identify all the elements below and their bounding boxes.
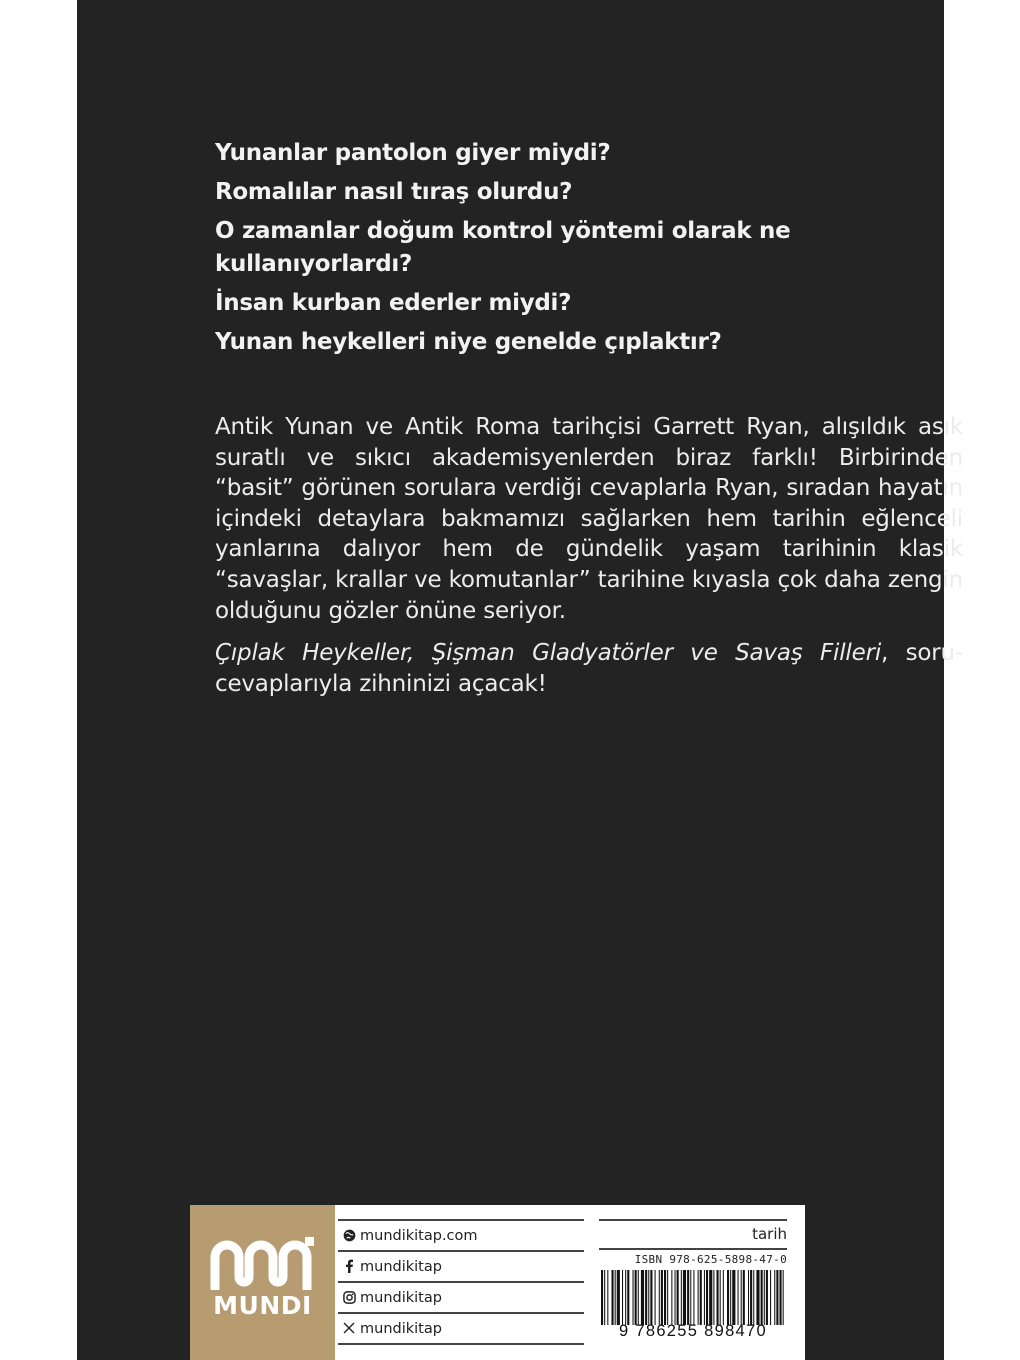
barcode-bar xyxy=(661,1270,663,1325)
social-link-text: mundikitap xyxy=(360,1289,442,1306)
barcode-bar xyxy=(690,1270,691,1325)
social-link-facebook[interactable] xyxy=(338,1250,584,1281)
barcode-bar xyxy=(717,1270,719,1325)
isbn-text: ISBN 978-625-5898-47-0 xyxy=(599,1248,787,1270)
barcode-bar xyxy=(783,1270,784,1325)
barcode-bar xyxy=(709,1270,712,1325)
blurb-paragraph-2-text: , soru-cevaplarıyla zihninizi açacak! xyxy=(215,640,963,697)
barcode-bar xyxy=(766,1270,768,1325)
barcode-bar xyxy=(638,1270,639,1325)
barcode-bar xyxy=(780,1270,782,1325)
globe-icon xyxy=(342,1228,356,1242)
question: O zamanlar doğum kontrol yöntemi olarak ne kullanıyorlardı? xyxy=(215,218,791,277)
barcode-bar xyxy=(693,1270,694,1325)
instagram-icon xyxy=(342,1290,356,1304)
barcode-bar xyxy=(713,1270,714,1325)
barcode-bar xyxy=(645,1270,647,1325)
social-link-x[interactable] xyxy=(338,1312,584,1345)
barcode-bar xyxy=(655,1270,656,1325)
question: İnsan kurban ederler miydi? xyxy=(215,290,572,316)
barcode-bar xyxy=(753,1270,754,1325)
barcode-bar xyxy=(776,1270,778,1325)
social-links xyxy=(338,1219,584,1345)
barcode-bar xyxy=(723,1270,724,1325)
barcode xyxy=(599,1270,787,1325)
barcode-bar xyxy=(622,1270,623,1325)
back-cover xyxy=(77,0,963,1360)
social-link-text: mundikitap xyxy=(360,1258,442,1275)
barcode-bar xyxy=(604,1270,605,1325)
question: Yunan heykelleri niye genelde çıplaktır? xyxy=(215,329,722,355)
barcode-bar xyxy=(770,1270,771,1325)
barcode-bar xyxy=(700,1270,702,1325)
barcode-bar xyxy=(650,1270,652,1325)
blurb-paragraph-2 xyxy=(215,638,963,699)
barcode-bar xyxy=(635,1270,637,1325)
barcode-bar xyxy=(615,1270,616,1325)
barcode-bar xyxy=(741,1270,742,1325)
barcode-bar xyxy=(732,1270,735,1325)
barcode-bar xyxy=(761,1270,763,1325)
barcode-bar xyxy=(627,1270,629,1325)
barcode-bar xyxy=(607,1270,608,1325)
barcode-bar xyxy=(727,1270,729,1325)
barcode-bar xyxy=(756,1270,759,1325)
barcode-bar xyxy=(667,1270,668,1325)
barcode-bar xyxy=(698,1270,699,1325)
barcode-bar xyxy=(687,1270,689,1325)
barcode-bar xyxy=(681,1270,682,1325)
blurb xyxy=(215,412,963,711)
social-link-instagram[interactable] xyxy=(338,1281,584,1312)
barcode-bar xyxy=(641,1270,644,1325)
x-icon xyxy=(342,1321,356,1335)
barcode-bar xyxy=(730,1270,731,1325)
social-link-text: mundikitap xyxy=(360,1320,442,1337)
barcode-bar xyxy=(664,1270,666,1325)
question: Romalılar nasıl tıraş olurdu? xyxy=(215,179,573,205)
barcode-bar xyxy=(671,1270,672,1325)
barcode-bar xyxy=(720,1270,721,1325)
social-link-text: mundikitap.com xyxy=(360,1227,478,1244)
barcode-bar xyxy=(617,1270,620,1325)
back-cover-footer xyxy=(190,1205,805,1360)
barcode-bar xyxy=(738,1270,739,1325)
barcode-bar xyxy=(704,1270,705,1325)
barcode-bar xyxy=(774,1270,775,1325)
mundi-logo-icon xyxy=(210,1235,315,1295)
barcode-bar xyxy=(743,1270,745,1325)
barcode-bar xyxy=(748,1270,749,1325)
barcode-bar xyxy=(750,1270,752,1325)
barcode-bar xyxy=(601,1270,603,1325)
barcode-bar xyxy=(625,1270,626,1325)
blurb-paragraph: Antik Yunan ve Antik Roma tarihçisi Garrett Ryan, alışıldık asık suratlı ve sıkıcı akademisyenlerden biraz farklı! Birbirinden “basit” görünen sorulara verdiği cevaplarla Ryan, sıradan hayatın içindeki detaylara bakmamızı sağlarken hem tarihin eğlenceli yanlarına dalıyor hem de gündelik yaşam tarihinin klasik “savaşlar, krallar ve komutanlar” tarihine kıyasla çok daha zengin olduğunu gözler önüne seriyor. xyxy=(215,414,963,624)
barcode-bar xyxy=(675,1270,676,1325)
barcode-number: 9 786255 898470 xyxy=(619,1322,767,1340)
barcode-bar xyxy=(659,1270,660,1325)
question: Yunanlar pantolon giyer miydi? xyxy=(215,140,611,166)
publisher-name: MUNDI xyxy=(213,1291,312,1320)
publisher-logo xyxy=(190,1205,335,1360)
barcode-bar xyxy=(764,1270,765,1325)
social-link-website[interactable] xyxy=(338,1219,584,1250)
barcode-bar xyxy=(706,1270,708,1325)
facebook-icon xyxy=(342,1259,356,1273)
barcode-bar xyxy=(648,1270,649,1325)
barcode-bar xyxy=(633,1270,634,1325)
book-title: Çıplak Heykeller, Şişman Gladyatörler ve Savaş Filleri xyxy=(215,640,882,667)
isbn-block xyxy=(599,1219,787,1340)
question-list xyxy=(215,137,855,365)
barcode-bar xyxy=(677,1270,679,1325)
barcode-bar xyxy=(683,1270,686,1325)
barcode-bar xyxy=(612,1270,614,1325)
category-label: tarih xyxy=(599,1219,787,1248)
